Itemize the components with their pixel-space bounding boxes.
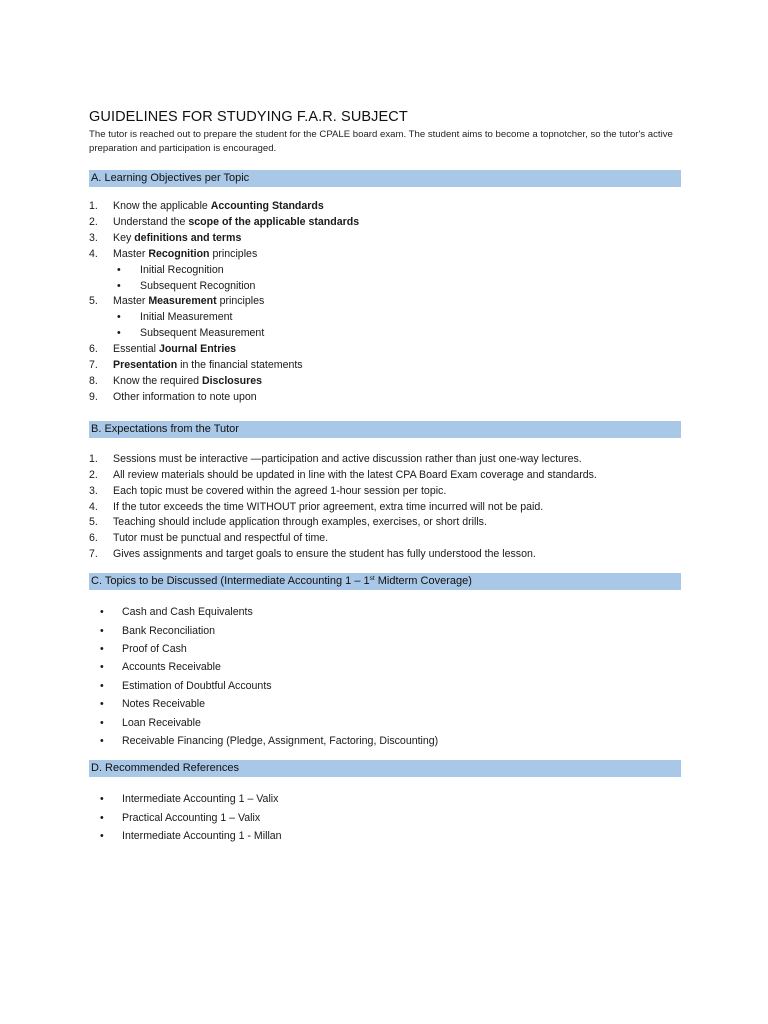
sub-list-container xyxy=(89,263,681,295)
item-text: Sessions must be interactive —participation and active discussion rather than just one-way lectures. xyxy=(113,452,582,465)
bullet-icon: • xyxy=(100,811,104,824)
section-c-heading-suffix: Midterm Coverage) xyxy=(374,575,472,588)
section-b-heading: B. Expectations from the Tutor xyxy=(89,421,681,438)
reference-item-text: Intermediate Accounting 1 - Millan xyxy=(122,830,282,843)
item-number: 5. xyxy=(89,516,98,529)
bullet-icon: • xyxy=(100,606,104,619)
item-text: Other information to note upon xyxy=(113,390,257,403)
objective-item xyxy=(89,199,681,215)
expectation-item xyxy=(89,547,681,563)
item-number: 8. xyxy=(89,374,98,387)
topic-item xyxy=(89,732,681,750)
reference-item-text: Practical Accounting 1 – Valix xyxy=(122,811,261,824)
bullet-icon: • xyxy=(100,793,104,806)
item-text: Know the applicable xyxy=(113,200,211,212)
item-number: 2. xyxy=(89,215,98,228)
bullet-icon: • xyxy=(100,830,104,843)
expectation-item xyxy=(89,515,681,531)
topic-item-text: Cash and Cash Equivalents xyxy=(122,606,253,619)
item-text: Essential xyxy=(113,343,159,356)
learning-objectives-list xyxy=(89,199,681,406)
item-emphasis: definitions and terms xyxy=(134,231,242,244)
sub-list xyxy=(89,263,681,295)
item-number: 5. xyxy=(89,295,98,308)
item-emphasis: Journal Entries xyxy=(158,343,237,356)
objective-item xyxy=(89,358,681,374)
reference-item-text: Intermediate Accounting 1 – Valix xyxy=(122,793,279,806)
item-text: Key xyxy=(113,231,135,244)
bullet-icon: • xyxy=(100,642,104,655)
topic-item xyxy=(89,603,681,621)
topic-item xyxy=(89,640,681,658)
reference-item xyxy=(89,809,681,827)
item-number: 9. xyxy=(89,390,98,403)
topic-item-text: Accounts Receivable xyxy=(122,661,221,674)
expectation-item xyxy=(89,484,681,500)
topic-item xyxy=(89,677,681,695)
objective-item xyxy=(89,215,681,231)
sub-item-text: Initial Recognition xyxy=(140,263,224,276)
item-number: 6. xyxy=(89,343,98,356)
sub-item xyxy=(89,310,681,326)
topic-item xyxy=(89,714,681,732)
topic-item-text: Proof of Cash xyxy=(122,642,187,655)
item-text: Each topic must be covered within the agreed 1-hour session per topic. xyxy=(113,484,447,497)
expectation-item xyxy=(89,452,681,468)
topic-item-text: Estimation of Doubtful Accounts xyxy=(122,679,272,692)
item-number: 2. xyxy=(89,468,98,481)
objective-item xyxy=(89,294,681,310)
sub-list-container xyxy=(89,310,681,342)
item-text: Know the required xyxy=(113,374,202,387)
objective-item xyxy=(89,390,681,406)
topic-item-text: Receivable Financing (Pledge, Assignment, Factoring, Discounting) xyxy=(122,734,439,747)
item-emphasis: Recognition xyxy=(148,247,210,260)
item-text: If the tutor exceeds the time WITHOUT prior agreement, extra time incurred will not be paid. xyxy=(113,500,544,513)
item-emphasis: Measurement xyxy=(148,295,217,308)
objective-item xyxy=(89,231,681,247)
item-number: 4. xyxy=(89,500,98,513)
objective-item xyxy=(89,342,681,358)
bullet-icon: • xyxy=(117,263,121,276)
item-number: 3. xyxy=(89,484,98,497)
objective-item xyxy=(89,247,681,263)
sub-item-text: Initial Measurement xyxy=(140,311,233,324)
topic-item xyxy=(89,622,681,640)
page-title: GUIDELINES FOR STUDYING F.A.R. SUBJECT xyxy=(89,109,408,125)
item-number: 1. xyxy=(89,200,98,212)
bullet-icon: • xyxy=(117,327,121,340)
section-c-heading-superscript: st xyxy=(369,575,375,583)
intro-paragraph: The tutor is reached out to prepare the student for the CPALE board exam. The student aims to become a topnotcher, so the tutor's active preparation and participation is encouraged. xyxy=(89,129,673,154)
topic-item-text: Bank Reconciliation xyxy=(122,624,216,637)
topic-item xyxy=(89,695,681,713)
tutor-expectations-list xyxy=(89,452,681,563)
bullet-icon: • xyxy=(100,661,104,674)
item-text: Teaching should include application through examples, exercises, or short drills. xyxy=(113,516,487,529)
topics-list xyxy=(89,603,681,750)
section-a-heading: A. Learning Objectives per Topic xyxy=(89,170,681,187)
sub-item-text: Subsequent Measurement xyxy=(140,327,265,340)
bullet-icon: • xyxy=(117,311,121,324)
expectation-item xyxy=(89,531,681,547)
reference-item xyxy=(89,827,681,845)
objective-item xyxy=(89,374,681,390)
item-number: 7. xyxy=(89,548,98,561)
section-c-heading-text: C. Topics to be Discussed (Intermediate Accounting 1 – 1 xyxy=(91,575,370,588)
item-number: 3. xyxy=(89,231,98,244)
item-number: 1. xyxy=(89,452,98,465)
bullet-icon: • xyxy=(100,734,104,747)
bullet-icon: • xyxy=(100,624,104,637)
bullet-icon: • xyxy=(100,679,104,692)
topic-item xyxy=(89,658,681,676)
bullet-icon: • xyxy=(117,279,121,292)
bullet-icon: • xyxy=(100,698,104,711)
item-text-suffix: principles xyxy=(216,295,265,308)
item-emphasis: scope of the applicable standards xyxy=(188,215,360,228)
topic-item-text: Notes Receivable xyxy=(122,698,206,711)
section-d-heading: D. Recommended References xyxy=(89,760,681,777)
document-page xyxy=(89,108,681,846)
item-number: 6. xyxy=(89,532,98,545)
item-text: Gives assignments and target goals to ensure the student has fully understood the lesson. xyxy=(113,548,536,561)
sub-item xyxy=(89,279,681,295)
item-text: Master xyxy=(113,247,149,260)
item-emphasis: Presentation xyxy=(113,359,178,372)
expectation-item xyxy=(89,468,681,484)
references-list xyxy=(89,790,681,845)
section-c-heading xyxy=(89,573,681,590)
item-text-suffix: in the financial statements xyxy=(177,359,303,372)
sub-item xyxy=(89,326,681,342)
reference-item xyxy=(89,790,681,808)
item-number: 7. xyxy=(89,359,98,372)
item-number: 4. xyxy=(89,247,98,260)
bullet-icon: • xyxy=(100,716,104,729)
item-emphasis: Disclosures xyxy=(201,374,262,387)
item-text-suffix: principles xyxy=(209,247,258,260)
item-text: Understand the xyxy=(113,215,189,228)
item-text: Tutor must be punctual and respectful of time. xyxy=(113,532,329,545)
expectation-item xyxy=(89,500,681,516)
sub-item xyxy=(89,263,681,279)
topic-item-text: Loan Receivable xyxy=(122,716,201,729)
sub-list xyxy=(89,310,681,342)
item-text: Master xyxy=(113,295,149,308)
item-emphasis: Accounting Standards xyxy=(210,200,324,212)
item-text: All review materials should be updated in line with the latest CPA Board Exam coverage and standards. xyxy=(113,468,597,481)
sub-item-text: Subsequent Recognition xyxy=(140,279,256,292)
